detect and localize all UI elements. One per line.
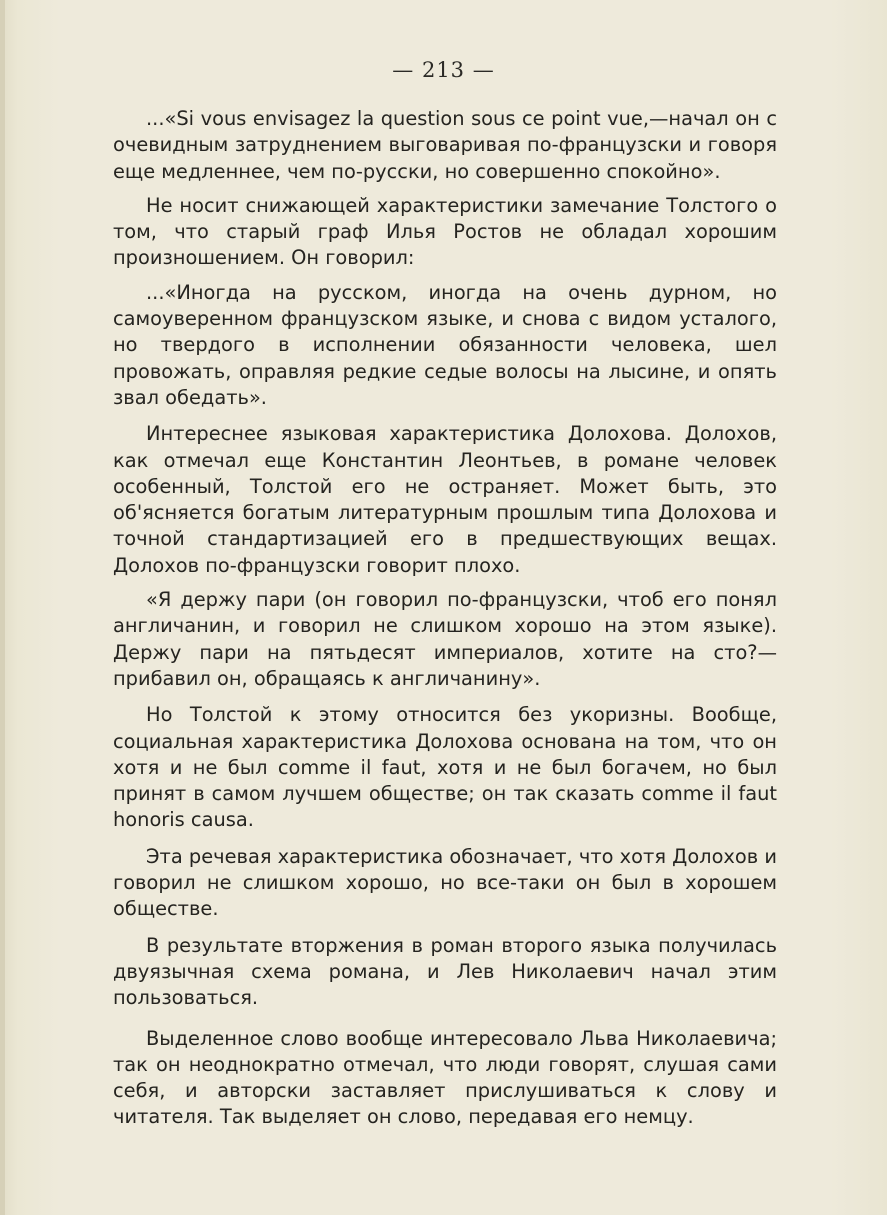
- paragraph-bilingual-scheme: В результате вторжения в роман второго языка получилась двуязычная схема романа, и Лев Николаевич начал этим пользоваться.: [113, 933, 777, 1010]
- paragraph-rostov: Не носит снижающей характеристики замечание Толстого о том, что старый граф Илья Ростов не обладал хорошим произношением. Он говорил:: [113, 193, 777, 270]
- paragraph-french-quote: ...«Si vous envisagez la question sous ce point vue,—начал он с очевидным затруднением выговаривая по-французски и говоря еще медленнее, чем по-русски, но совершенно спокойно».: [113, 107, 777, 183]
- body-text: [113, 106, 777, 1131]
- paragraph-rostov-quote: ...«Иногда на русском, иногда на очень дурном, но самоуверенном французском языке, и снова с видом усталого, но твердого в исполнении обязанности человека, шел провожать, оправляя редкие седые волосы на лысине, и опять звал обедать».: [113, 280, 777, 409]
- page-number: — 213 —: [392, 58, 495, 82]
- paragraph-speech-characteristic: Эта речевая характеристика обозначает, что хотя Долохов и говорил не слишком хорошо, но все-таки он был в хорошем обществе.: [113, 844, 777, 921]
- page-binding-edge: [0, 0, 5, 1215]
- paragraph-highlighted-word: Выделенное слово вообще интересовало Льва Николаевича; так он неоднократно отмечал, что люди говорят, слушая сами себя, и авторски заставляет прислушиваться к слову и читателя. Так выделяет он слово, передавая его немцу.: [113, 1026, 777, 1129]
- paragraph-comme-il-faut: Но Толстой к этому относится без укоризны. Вообще, социальная характеристика Долохова основана на том, что он хотя и не был comme il faut, хотя и не был богачем, но был принят в самом лучшем обществе; он так сказать comme il faut honoris causa.: [113, 703, 777, 832]
- paragraph-dolokhov-quote: «Я держу пари (он говорил по-французски, чтоб его понял англичанин, и говорил не слишком хорошо на этом языке). Держу пари на пятьдесят империалов, хотите на сто?— прибавил он, обращаясь к англичанину».: [113, 588, 777, 690]
- paragraph-dolokhov: Интереснее языковая характеристика Долохова. Долохов, как отмечал еще Константин Леонтьев, в романе человек особенный, Толстой его не остраняет. Может быть, это об'ясняется богатым литературным прошлым типа Долохова и точной стандартизацией его в предшествующих вещах. Долохов по-французски говорит плохо.: [113, 422, 777, 577]
